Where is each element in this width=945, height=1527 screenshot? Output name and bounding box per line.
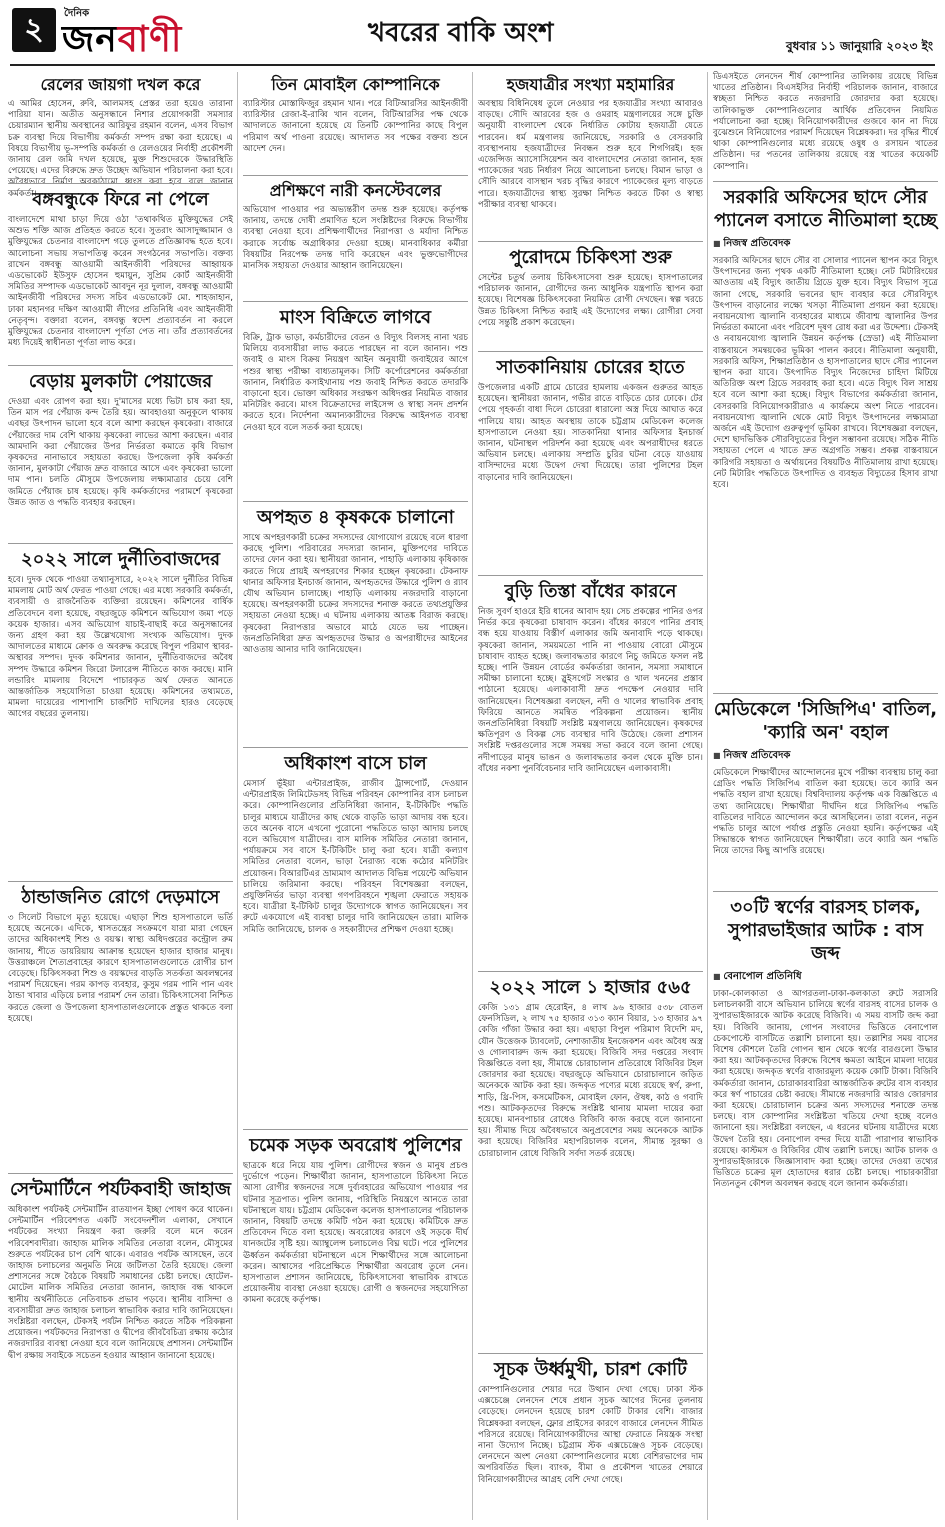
story-divider (8, 365, 233, 366)
story-onion (8, 368, 233, 544)
story-body: অবস্থায় বিধিনিষেধ তুলে নেওয়ার পর হজযাত্রীর সংখ্যা আবারও বাড়ছে। সৌদি আরবের হজ ও ওমরাহ মন্ত্রণালয়ের সঙ্গে চুক্তি অনুযায়ী বাংলাদেশ থেকে নির্ধারিত কোটায় হজযাত্রী যেতে পারবেন। ধর্ম মন্ত্রণালয় জানিয়েছে, সরকারি ও বেসরকারি ব্যবস্থাপনায় হজযাত্রীদের নিবন্ধন শুরু হবে শিগগিরই। হজ এজেন্সিজ অ্যাসোসিয়েশন অব বাংলাদেশের নেতারা জানান, হজ প্যাকেজের খরচ নির্ধারণ নিয়ে আলোচনা চলছে। বিমান ভাড়া ও সৌদি আরবে বাসস্থান খরচ বৃদ্ধির কারণে প্যাকেজের মূল্য বাড়তে পারে। হজযাত্রীদের স্বাস্থ্য সুরক্ষা নিশ্চিত করতে টিকা ও স্বাস্থ্য পরীক্ষার ব্যবস্থা থাকবে। (478, 99, 703, 210)
story-body: বিক্রি, ট্রাক ভাড়া, কর্মচারীদের বেতন ও বিদ্যুৎ বিলসহ নানা খরচ মিলিয়ে ব্যবসায়ীরা লাভ করতে পারছেন না বলে জানান। পশু জবাই ও মাংস বিক্রয় নিয়ন্ত্রণ আইন অনুযায়ী জবাইয়ের আগে পশুর স্বাস্থ্য পরীক্ষা বাধ্যতামূলক। সিটি কর্পোরেশনের কর্মকর্তারা জানান, নির্ধারিত কসাইখানায় পশু জবাই নিশ্চিত করতে তদারকি বাড়ানো হবে। ভোক্তা অধিকার সংরক্ষণ অধিদপ্তর নিয়মিত বাজার মনিটরিং করবে। মাংস বিক্রেতাদের লাইসেন্স ও স্বাস্থ্য সনদ প্রদর্শন করতে হবে। নির্দেশনা অমান্যকারীদের বিরুদ্ধে আইনগত ব্যবস্থা নেওয়া হবে বলে সতর্ক করা হয়েছে। (243, 333, 468, 433)
story-thief (478, 354, 703, 576)
column-1 (8, 72, 233, 1520)
story-solar (713, 184, 938, 694)
story-body: অধিকাংশ পর্যটকই সেন্টমার্টিন রাতযাপন ইচ্ছা পোষণ করে থাকেন। সেন্টমার্টিন পরিবেশগত একটি সংবেদনশীল এলাকা, সেখানে পর্যটকের সংখ্যা নিয়ন্ত্রণ করা জরুরি বলে মনে করেন পরিবেশবাদীরা। জাহাজ মালিক সমিতির নেতারা বলেন, মৌসুমের শুরুতে পর্যটকের চাপ বেশি থাকে। এবারও পর্যটক আসছেন, তবে জাহাজ চলাচলের অনুমতি নিয়ে জটিলতা তৈরি হয়েছে। জেলা প্রশাসনের সঙ্গে বৈঠকে বিষয়টি সমাধানের চেষ্টা চলছে। হোটেল-মোটেল মালিক সমিতির নেতারা জানান, জাহাজ বন্ধ থাকলে স্থানীয় অর্থনীতিতে নেতিবাচক প্রভাব পড়বে। স্থানীয় বাসিন্দা ও ব্যবসায়ীরা দ্রুত জাহাজ চলাচল স্বাভাবিক করার দাবি জানিয়েছেন। সংশ্লিষ্টরা বলছেন, টেকসই পর্যটন নিশ্চিত করতে সঠিক পরিকল্পনা প্রয়োজন। পর্যটকদের নিরাপত্তা ও দ্বীপের জীববৈচিত্র্য রক্ষায় কঠোর নজরদারির ব্যবস্থা নেওয়া হবে বলে জানিয়েছে প্রশাসন। সেন্টমার্টিন দ্বীপ রক্ষায় সবাইকে সচেতন হওয়ার আহ্বান জানানো হয়েছে। (8, 1205, 233, 1361)
story-body: সেন্টের চতুর্থ তলায় চিকিৎসাসেবা শুরু হয়েছে। হাসপাতালের পরিচালক জানান, রোগীদের জন্য আধুনিক যন্ত্রপাতি স্থাপন করা হয়েছে। বিশেষজ্ঞ চিকিৎসকেরা নিয়মিত রোগী দেখছেন। স্বল্প খরচে উন্নত চিকিৎসা নিশ্চিত করাই এই উদ্যোগের লক্ষ্য। রোগীরা সেবা পেয়ে সন্তুষ্টি প্রকাশ করেছেন। (478, 273, 703, 328)
story-body: কেজি ১৩১ গ্রাম হেরোইন, ৪ লাখ ৯৬ হাজার ৫৩৮ বোতল ফেনসিডিল, ২ লাখ ৭৫ হাজার ৩১৩ ক্যান বিয়ার, ১৩ হাজার ৯৭ কেজি গাঁজা উদ্ধার করা হয়। এছাড়া বিপুল পরিমাণ বিদেশি মদ, যৌন উত্তেজক ট্যাবলেট, নেশাজাতীয় ইনজেকশন এবং অবৈধ অস্ত্র ও গোলাবারুদ জব্দ করা হয়েছে। বিজিবি সদর দপ্তরের সংবাদ বিজ্ঞপ্তিতে বলা হয়, সীমান্তে চোরাচালান প্রতিরোধে বিজিবির টহল জোরদার করা হয়েছে। বছরজুড়ে অভিযানে চোরাচালানে জড়িত অনেককে আটক করা হয়। জব্দকৃত পণ্যের মধ্যে রয়েছে স্বর্ণ, রুপা, শাড়ি, থ্রি-পিস, কসমেটিকস, মোবাইল ফোন, ঔষধ, কাঠ ও গবাদি পশু। আটককৃতদের বিরুদ্ধে সংশ্লিষ্ট থানায় মামলা দায়ের করা হয়েছে। মানবপাচার রোধেও বিজিবি কাজ করছে বলে জানানো হয়। সীমান্ত দিয়ে অবৈধভাবে অনুপ্রবেশের সময় অনেককে আটক করা হয়েছে। বিজিবির মহাপরিচালক বলেন, সীমান্ত সুরক্ষা ও চোরাচালান রোধে বিজিবি সর্বদা সতর্ক রয়েছে। (478, 1003, 703, 1159)
story-road-block (243, 1132, 468, 1520)
publication-date: বুধবার ১১ জানুয়ারি ২০২৩ ইং (785, 39, 933, 53)
logo-daily-label: দৈনিক (64, 8, 90, 19)
story-hajj (478, 72, 703, 242)
column-divider (472, 72, 473, 1520)
story-body: ডিএসইতে লেনদেন শীর্ষ কোম্পানির তালিকায় রয়েছে বিভিন্ন খাতের প্রতিষ্ঠান। বিএসইসির নির্বাহী পরিচালক জানান, বাজারে স্বচ্ছতা নিশ্চিত করতে নজরদারি জোরদার করা হয়েছে। তালিকাভুক্ত কোম্পানিগুলোর আর্থিক প্রতিবেদন নিয়মিত পর্যালোচনা করা হচ্ছে। বিনিয়োগকারীদের গুজবে কান না দিয়ে বুঝেশুনে বিনিয়োগের পরামর্শ দিয়েছেন বিশ্লেষকরা। দর বৃদ্ধির শীর্ষে থাকা কোম্পানিগুলোর মধ্যে রয়েছে ওষুধ ও রসায়ন খাতের প্রতিষ্ঠান। দর পতনের তালিকায় রয়েছে বস্ত্র খাতের কয়েকটি কোম্পানি। (713, 72, 938, 172)
section-title: খবরের বাকি অংশ (368, 18, 554, 48)
story-body: সাথে অপহরণকারী চক্রের সদস্যদের যোগাযোগ রয়েছে বলে ধারণা করছে পুলিশ। পরিবারের সদস্যরা জানান, মুক্তিপণের দাবিতে তাদের ফোন করা হয়। স্থানীয়রা জানান, পাহাড়ি এলাকায় কৃষিকাজ করতে গিয়ে প্রায়ই অপহরণের শিকার হচ্ছেন কৃষকেরা। টেকনাফ থানার অফিসার ইনচার্জ জানান, অপহৃতদের উদ্ধারে পুলিশ ও র‍্যাব যৌথ অভিযান চালাচ্ছে। পাহাড়ি এলাকায় নজরদারি বাড়ানো হয়েছে। অপহরণকারী চক্রের সদস্যদের শনাক্ত করতে তথ্যপ্রযুক্তির সহায়তা নেওয়া হচ্ছে। এ ঘটনায় এলাকায় আতঙ্ক বিরাজ করছে। কৃষকেরা নিরাপত্তার অভাবে মাঠে যেতে ভয় পাচ্ছেন। জনপ্রতিনিধিরা দ্রুত অপহৃতদের উদ্ধার ও অপরাধীদের আইনের আওতায় আনার দাবি জানিয়েছেন। (243, 533, 468, 656)
story-body: দেওয়া এবং রোপণ করা হয়। দু'মাসের মধ্যে ভিটা চাষ করা হয়, তিন মাস পর পেঁয়াজ কন্দ তৈরি হয়। আবহাওয়া অনুকূলে থাকায় এবছর উৎপাদন ভালো হবে বলে আশা করছেন কৃষকেরা। বাজারে পেঁয়াজের দাম বেশি থাকায় কৃষকেরা লাভের আশা করছেন। এবার আমদানি করা পেঁয়াজের উপর নির্ভরতা কমাতে কৃষি বিভাগ কৃষকদের নানাভাবে সহায়তা করছে। উপজেলা কৃষি কর্মকর্তা জানান, মুলকাটা পেঁয়াজ দ্রুত বাজারে আসে এবং কৃষকেরা ভালো দাম পান। চলতি মৌসুমে উপজেলায় লক্ষ্যমাত্রার চেয়ে বেশি জমিতে পেঁয়াজ চাষ হয়েছে। কৃষি কর্মকর্তাদের পরামর্শে কৃষকেরা উন্নত জাত ও পদ্ধতি ব্যবহার করছেন। (8, 397, 233, 508)
headline: সাতকানিয়ায় চোরের হাতে (496, 357, 685, 378)
byline: ■ নিজস্ব প্রতিবেদক (713, 748, 938, 765)
headline: সেন্টমার্টিনে পর্যটকবাহী জাহাজ (10, 1179, 231, 1200)
story-divider (478, 1353, 703, 1354)
story-body: অভিযোগ পাওয়ার পর অভ্যন্তরীণ তদন্ত শুরু হয়েছে। কর্তৃপক্ষ জানায়, তদন্তে দোষী প্রমাণিত হলে সংশ্লিষ্টদের বিরুদ্ধে বিভাগীয় ব্যবস্থা নেওয়া হবে। প্রশিক্ষণার্থীদের নিরাপত্তা ও মর্যাদা নিশ্চিত করাকে সর্বোচ্চ অগ্রাধিকার দেওয়া হচ্ছে। মানবাধিকার কর্মীরা বিষয়টির নিরপেক্ষ তদন্ত দাবি করেছেন এবং ভুক্তভোগীদের মানসিক সহায়তা দেওয়ার আহ্বান জানিয়েছেন। (243, 205, 468, 272)
story-body: ছাত্রকে ধরে নিয়ে যায় পুলিশ। রোগীদের স্বজন ও মানুষ প্রচণ্ড দুর্ভোগে পড়েন। শিক্ষার্থীরা জানান, হাসপাতালে চিকিৎসা নিতে আসা রোগীর স্বজনদের সঙ্গে দুর্ব্যবহারের অভিযোগ পাওয়ার পর ঘটনার সূত্রপাত। পুলিশ জানায়, পরিস্থিতি নিয়ন্ত্রণে আনতে তারা ঘটনাস্থলে যায়। চট্টগ্রাম মেডিকেল কলেজ হাসপাতালের পরিচালক জানান, বিষয়টি তদন্তে কমিটি গঠন করা হয়েছে। কমিটিকে দ্রুত প্রতিবেদন দিতে বলা হয়েছে। অবরোধের কারণে ওই সড়কে দীর্ঘ যানজটের সৃষ্টি হয়। অ্যাম্বুলেন্স চলাচলেও বিঘ্ন ঘটে। পরে পুলিশের ঊর্ধ্বতন কর্মকর্তারা ঘটনাস্থলে এসে শিক্ষার্থীদের সঙ্গে আলোচনা করেন। আশ্বাসের পরিপ্রেক্ষিতে শিক্ষার্থীরা অবরোধ তুলে নেন। হাসপাতাল প্রশাসন জানিয়েছে, চিকিৎসাসেবা স্বাভাবিক রাখতে প্রয়োজনীয় ব্যবস্থা নেওয়া হয়েছে। রোগী ও স্বজনদের সহযোগিতা কামনা করেছে কর্তৃপক্ষ। (243, 1161, 468, 1306)
story-body: নিজ সুবর্ণ হাওরে ইরি ধানের আবাদ হয়। সেচ প্রকল্পের পানির ওপর নির্ভর করে কৃষকেরা চাষাবাদ করেন। বাঁধের কারণে পানির প্রবাহ বন্ধ হয়ে যাওয়ায় বিস্তীর্ণ এলাকার জমি অনাবাদি পড়ে থাকছে। কৃষকেরা জানান, সময়মতো পানি না পাওয়ায় বোরো মৌসুমে চাষাবাদ ব্যাহত হচ্ছে। জলাবদ্ধতার কারণে নিচু জমিতে ফসল নষ্ট হচ্ছে। পানি উন্নয়ন বোর্ডের কর্মকর্তারা জানান, সমস্যা সমাধানে সমীক্ষা চালানো হচ্ছে। স্লুইসগেট সংস্কার ও খাল খননের প্রস্তাব পাঠানো হয়েছে। এলাকাবাসী দ্রুত পদক্ষেপ নেওয়ার দাবি জানিয়েছেন। বিশেষজ্ঞরা বলছেন, নদী ও খালের স্বাভাবিক প্রবাহ ফিরিয়ে আনতে সমন্বিত পরিকল্পনা প্রয়োজন। স্থানীয় জনপ্রতিনিধিরা বিষয়টি সংশ্লিষ্ট মন্ত্রণালয়ে জানিয়েছেন। কৃষকদের ক্ষতিপূরণ ও বিকল্প সেচ ব্যবস্থার দাবি উঠেছে। জেলা প্রশাসন সংশ্লিষ্ট দপ্তরগুলোর সঙ্গে সমন্বয় সভা করবে বলে জানা গেছে। নদীপাড়ের মানুষ ভাঙন ও জলাবদ্ধতার কবল থেকে মুক্তি চান। বাঁধের নকশা পুনর্বিবেচনার দাবি জানিয়েছেন এলাকাবাসী। (478, 607, 703, 774)
byline: ■ বেনাপোল প্রতিনিধি (713, 969, 938, 986)
headline: সূচক উর্ধ্বমুখী, চারশ কোটি (494, 1359, 687, 1380)
story-body: সরকারি অফিসের ছাদে সৌর বা সোলার প্যানেল স্থাপন করে বিদ্যুৎ উৎপাদনের জন্য পৃথক একটি নীতিমালা হচ্ছে। নেট মিটারিংয়ের আওতায় এই বিদ্যুৎ জাতীয় গ্রিডে যুক্ত হবে। বিদ্যুৎ বিভাগ সূত্রে জানা গেছে, সরকারি ভবনের ছাদ ব্যবহার করে সৌরবিদ্যুৎ উৎপাদন বাড়ানোর লক্ষ্যে খসড়া নীতিমালা প্রণয়ন করা হয়েছে। নবায়নযোগ্য জ্বালানি ব্যবহারের মাধ্যমে জীবাশ্ম জ্বালানির উপর নির্ভরতা কমানো এবং পরিবেশ দূষণ রোধ করা এর উদ্দেশ্য। টেকসই ও নবায়নযোগ্য জ্বালানি উন্নয়ন কর্তৃপক্ষ (স্রেডা) এই নীতিমালা বাস্তবায়নে সমন্বয়কের ভূমিকা পালন করবে। নীতিমালা অনুযায়ী, সরকারি অফিস, শিক্ষাপ্রতিষ্ঠান ও হাসপাতালের ছাদে সৌর প্যানেল স্থাপন করা যাবে। উৎপাদিত বিদ্যুৎ নিজেদের চাহিদা মিটিয়ে অতিরিক্ত অংশ গ্রিডে সরবরাহ করা হবে। এতে বিদ্যুৎ বিল সাশ্রয় হবে বলে আশা করা হচ্ছে। বিদ্যুৎ বিভাগের কর্মকর্তারা জানান, বেসরকারি বিনিয়োগকারীরাও এ কার্যক্রমে অংশ নিতে পারবেন। নবায়নযোগ্য জ্বালানি থেকে মোট বিদ্যুৎ উৎপাদনের লক্ষ্যমাত্রা অর্জনে এই উদ্যোগ গুরুত্বপূর্ণ ভূমিকা রাখবে। বিশেষজ্ঞরা বলছেন, দেশে ছাদভিত্তিক সৌরবিদ্যুতের বিপুল সম্ভাবনা রয়েছে। সঠিক নীতি সহায়তা পেলে এ খাতে দ্রুত অগ্রগতি সম্ভব। প্রকল্প বাস্তবায়নে কারিগরি সহায়তা ও অর্থায়নের বিষয়টিও নীতিমালায় রাখা হয়েছে। নেট মিটারিং পদ্ধতিতে উৎপাদিত ও ব্যবহৃত বিদ্যুতের হিসাব রাখা হবে। (713, 256, 938, 491)
headline: রেলের জায়গা দখল করে (40, 75, 201, 94)
headline: তিন মোবাইল কোম্পানিকে (271, 75, 440, 94)
story-body: ৩ সিলেট বিভাগে মৃত্যু হয়েছে। এছাড়া শিশু হাসপাতালে ভর্তি হয়েছে অনেকে। এদিকে, শ্বাসতন্ত্রের সংক্রমণে যারা মারা গেছেন তাদের অধিকাংশই শিশু ও বয়স্ক। স্বাস্থ্য অধিদপ্তরের কন্ট্রোল রুম জানায়, শীতে ডায়রিয়ায় আক্রান্ত হয়েছেন হাজার হাজার মানুষ। উত্তরাঞ্চলে শৈত্যপ্রবাহের কারণে হাসপাতালগুলোতে রোগীর চাপ বেড়েছে। চিকিৎসকরা শিশু ও বয়স্কদের বাড়তি সতর্কতা অবলম্বনের পরামর্শ দিয়েছেন। গরম কাপড় ব্যবহার, কুসুম গরম পানি পান এবং ঠান্ডা খাবার এড়িয়ে চলার পরামর্শ দেন তারা। চিকিৎসাসেবা নিশ্চিত করতে জেলা ও উপজেলা হাসপাতালগুলোকে প্রস্তুত থাকতে বলা হয়েছে। (8, 913, 233, 1024)
story-2022 (478, 974, 703, 1354)
headline: ঠান্ডাজনিত রোগে দেড়মাসে (21, 887, 220, 908)
story-treatment (478, 244, 703, 352)
story-divider (243, 301, 468, 302)
logo-name-part-a: জন (62, 19, 118, 60)
page-number: ২ (12, 8, 56, 52)
headline: হজযাত্রীর সংখ্যা মহামারির (506, 75, 675, 94)
story-body: এ আমির হোসেন, রুবি, আলমসহ প্রেস্তর তরা হয়েও তারানা পারিয়া যান। অতীত অনুসন্ধানে নিশার প্রয়োগকারী সমস্যার চেয়ারম্যান স্থানীয় অবস্থানের আরিফুর রহমান বলেন, এসব বিভাগ চক্র ব্যবস্থা দিয়ে বিভাগীয় কর্মকর্তা সম্পদ রক্ষা করা হয়েছে। এ বিষয়ে বিভাগীয় ভূ-সম্পত্তি কর্মকর্তা ও রেলওয়ের নির্বাহী প্রকৌশলী জানায় রেল জমি দখল হয়েছে, মুক্ত শিশুদেরকে উদ্ধারস্থিতি পেয়েছে। এদের বিরুদ্ধে দ্রুত উচ্ছেদ অভিযান পরিচালনা করা হবে। কর্মকর্তা। (8, 99, 233, 199)
story-body: কোম্পানিগুলোর শেয়ার দরে উত্থান দেখা গেছে। ঢাকা স্টক এক্সচেঞ্জে লেনদেন শেষে প্রধান সূচক আগের দিনের তুলনায় বেড়েছে। লেনদেন হয়েছে চারশ কোটি টাকার বেশি। বাজার বিশ্লেষকরা বলছেন, ফ্লোর প্রাইসের কারণে বাজারে লেনদেন সীমিত পরিসরে রয়েছে। বিনিয়োগকারীদের আস্থা ফেরাতে নিয়ন্ত্রক সংস্থা নানা উদ্যোগ নিচ্ছে। চট্টগ্রাম স্টক এক্সচেঞ্জেও সূচক বেড়েছে। লেনদেনে অংশ নেওয়া কোম্পানিগুলোর মধ্যে বেশিরভাগের দাম অপরিবর্তিত ছিল। ব্যাংক, বীমা ও প্রকৌশল খাতের শেয়ারে বিনিয়োগকারীদের আগ্রহ বেশি দেখা গেছে। (478, 1385, 703, 1485)
story-divider (478, 351, 703, 352)
story-saintmartin (8, 1176, 233, 1520)
story-gold-smuggling (713, 894, 938, 1520)
headline: সরকারি অফিসের ছাদে সৌর প্যানেল বসাতে নীতিমালা হচ্ছে (714, 187, 937, 231)
story-body: মেডিকেলে শিক্ষার্থীদের আন্দোলনের মুখে পরীক্ষা ব্যবস্থায় চালু করা গ্রেডিং পদ্ধতি সিজিপিএ বাতিল করা হয়েছে। তবে ক্যারি অন পদ্ধতি বহাল রাখা হয়েছে। বিশ্ববিদ্যালয় কর্তৃপক্ষ এক বিজ্ঞপ্তিতে এ তথ্য জানিয়েছে। শিক্ষার্থীরা দীর্ঘদিন ধরে সিজিপিএ পদ্ধতি বাতিলের দাবিতে আন্দোলন করে আসছিলেন। তারা বলেন, নতুন পদ্ধতি চালুর আগে পর্যাপ্ত প্রস্তুতি নেওয়া হয়নি। কর্তৃপক্ষের এই সিদ্ধান্তকে স্বাগত জানিয়েছেন শিক্ষার্থীরা। তবে ক্যারি অন পদ্ধতি নিয়ে তাদের কিছু আপত্তি রয়েছে। (713, 768, 938, 857)
headline: ৩০টি স্বর্ণের বারসহ চালক, সুপারভাইজার আটক : বাস জব্দ (728, 897, 923, 964)
headline: বেড়ায় মুলকাটা পেয়াজের (28, 371, 213, 392)
story-farmers (243, 504, 468, 748)
headline: প্রশিক্ষণে নারী কনস্টেবলের (269, 181, 442, 200)
story-divider (713, 181, 938, 182)
masthead-divider (10, 64, 935, 66)
story-corruption (8, 546, 233, 882)
story-body: ব্যারিস্টার মোস্তাফিজুর রহমান খান। পরে বিটিআরসির আইনজীবী ব্যারিস্টার রেজা-ই-রাব্বি খান বলেন, বিটিআরসির পক্ষ থেকে আদালতে জানানো হয়েছে যে তিনটি কোম্পানির কাছে বিপুল পরিমাণ অর্থ পাওনা রয়েছে। আদালত সব পক্ষের বক্তব্য শুনে আদেশ দেন। (243, 99, 468, 154)
story-divider (478, 241, 703, 242)
headline: বুড়ি তিস্তা বাঁধের কারনে (504, 581, 677, 602)
story-body: ঢাকা-কোলকাতা ও আগরতলা-ঢাকা-কলকাতা রুটে সরাসরি চলাচলকারী বাসে অভিযান চালিয়ে স্বর্ণের বারসহ বাসের চালক ও সুপারভাইজারকে আটক করেছে বিজিবি। এ সময় বাসটি জব্দ করা হয়। বিজিবি জানায়, গোপন সংবাদের ভিত্তিতে বেনাপোল চেকপোস্টে বাসটিতে তল্লাশি চালানো হয়। তল্লাশির সময় বাসের বিশেষ কৌশলে তৈরি গোপন স্থান থেকে স্বর্ণের বারগুলো উদ্ধার করা হয়। আটককৃতদের বিরুদ্ধে বিশেষ ক্ষমতা আইনে মামলা দায়ের করা হয়েছে। জব্দকৃত স্বর্ণের বাজারমূল্য কয়েক কোটি টাকা। বিজিবি কর্মকর্তারা জানান, চোরাকারবারিরা আন্তর্জাতিক রুটের বাস ব্যবহার করে স্বর্ণ পাচারের চেষ্টা করছে। সীমান্তে নজরদারি আরও জোরদার করা হয়েছে। চোরাচালান চক্রের অন্য সদস্যদের শনাক্তে তদন্ত চলছে। বাস কোম্পানির সংশ্লিষ্টতা খতিয়ে দেখা হচ্ছে বলেও জানানো হয়। সংশ্লিষ্টরা বলছেন, এ ধরনের ঘটনায় যাত্রীদের মধ্যে উদ্বেগ তৈরি হয়। বেনাপোল বন্দর দিয়ে যাত্রী পারাপার স্বাভাবিক রয়েছে। কাস্টমস ও বিজিবির যৌথ তল্লাশি চলছে। আটক চালক ও সুপারভাইজারকে জিজ্ঞাসাবাদ করা হচ্ছে। তাদের দেওয়া তথ্যের ভিত্তিতে চক্রের মূল হোতাদের ধরার চেষ্টা চলছে। পাচারকারীরা নিত্যনতুন কৌশল অবলম্বন করছে বলে জানান কর্মকর্তারা। (713, 989, 939, 1190)
story-body: বাংলাদেশে মাথা চাড়া দিয়ে ওঠা 'তথাকথিত মুক্তিযুদ্ধের সেই অশুভ শক্তি আজ প্রতিহত করতে হবে। সুতরাং আসাদুজ্জামান ও মুক্তিযুদ্ধের চেতনার বাংলাদেশ গড়ে তুলতে প্রতিজ্ঞাবদ্ধ হতে হবে। আলোচনা সভায় সভাপতিত্ব করেন সংগঠনের সভাপতি। বক্তব্য রাখেন বঙ্গবন্ধু আওয়ামী আইনজীবী পরিষদের আহ্বায়ক এডভোকেট ইউসুফ হোসেন হুমায়ুন, সুপ্রিম কোর্ট আইনজীবী সমিতির সম্পাদক এডভোকেট আবদুন নূর দুলাল, বঙ্গবন্ধু আওয়ামী আইনজীবী পরিষদের সদস্য সচিব এডভোকেট মো. শাহজাহান, ঢাকা মহানগর দক্ষিণ আওয়ামী লীগের প্রতিনিধি এবং আইনজীবী নেতৃবৃন্দ। বক্তারা বলেন, বঙ্গবন্ধু স্বদেশ প্রত্যাবর্তন না করলে মুক্তিযুদ্ধের চেতনার বাংলাদেশ পূর্ণতা পেত না। তাঁর প্রত্যাবর্তনের মধ্য দিয়েই স্বাধীনতা পূর্ণতা লাভ করে। (8, 215, 233, 349)
story-bangabandhu (8, 186, 233, 366)
column-3 (478, 72, 703, 1520)
story-divider (713, 891, 938, 892)
story-cold (8, 884, 233, 1174)
column-divider (707, 72, 708, 1520)
story-market-continued (713, 72, 938, 182)
story-teesta (478, 578, 703, 972)
story-divider (478, 971, 703, 972)
story-body: মেসার্স ভূঁইয়া এন্টারপ্রাইজ, রাজীব ট্রান্সপোর্ট, দেওয়ান এন্টারপ্রাইজ লিমিটেডসহ বিভিন্ন পরিবহন কোম্পানির বাস চলাচল করে। কোম্পানিগুলোর প্রতিনিধিরা জানান, ই-টিকিটিং পদ্ধতি চালুর মাধ্যমে যাত্রীদের কাছ থেকে বাড়তি ভাড়া আদায় বন্ধ হবে। তবে অনেক বাসে এখনো পুরোনো পদ্ধতিতে ভাড়া আদায় চলছে বলে অভিযোগ যাত্রীদের। বাস মালিক সমিতির নেতারা জানান, পর্যায়ক্রমে সব বাসে ই-টিকিটিং চালু করা হবে। যাত্রী কল্যাণ সমিতির নেতারা বলেন, ভাড়া নৈরাজ্য বন্ধে কঠোর মনিটরিং প্রয়োজন। বিআরটিএর ভ্রাম্যমাণ আদালত বিভিন্ন পয়েন্টে অভিযান চালিয়ে জরিমানা করছে। পরিবহন বিশেষজ্ঞরা বলছেন, প্রযুক্তিনির্ভর ভাড়া ব্যবস্থা গণপরিবহনে শৃঙ্খলা ফেরাতে সহায়ক হবে। যাত্রীরা ই-টিকিট চালুর উদ্যোগকে স্বাগত জানিয়েছেন। সব রুটে একযোগে এই ব্যবস্থা চালুর দাবি জানিয়েছেন তারা। মালিক সমিতি জানিয়েছে, চালক ও সহকারীদের প্রশিক্ষণ দেওয়া হচ্ছে। (243, 779, 468, 935)
story-divider (243, 501, 468, 502)
headline: পুরোদমে চিকিৎসা শুরু (509, 247, 672, 268)
story-meat (243, 304, 468, 502)
column-divider (237, 72, 238, 1520)
story-body: উপজেলার একটি গ্রামে চোরের হামলায় একজন গুরুতর আহত হয়েছেন। স্থানীয়রা জানান, গভীর রাতে বাড়িতে চোর ঢোকে। টের পেয়ে গৃহকর্তা বাধা দিলে চোরেরা ধারালো অস্ত্র দিয়ে আঘাত করে পালিয়ে যায়। আহত অবস্থায় তাকে চট্টগ্রাম মেডিকেল কলেজ হাসপাতালে নেওয়া হয়। সাতকানিয়া থানার অফিসার ইনচার্জ জানান, ঘটনাস্থল পরিদর্শন করা হয়েছে এবং অপরাধীদের ধরতে অভিযান চলছে। এলাকায় সম্প্রতি চুরির ঘটনা বেড়ে যাওয়ায় বাসিন্দাদের মধ্যে উদ্বেগ দেখা দিয়েছে। তারা পুলিশের টহল বাড়ানোর দাবি জানিয়েছেন। (478, 383, 703, 483)
story-body: হবে। দুদক থেকে পাওয়া তথ্যানুসারে, ২০২২ সালে দুর্নীতির বিভিন্ন মামলায় মোট অর্থ ফেরত পাওয়া গেছে। এর মধ্যে সরকারি কর্মকর্তা, ব্যবসায়ী ও রাজনৈতিক ব্যক্তিরা রয়েছেন। কমিশনের বার্ষিক প্রতিবেদনে বলা হয়েছে, বছরজুড়ে কমিশনে অভিযোগ জমা পড়ে কয়েক হাজার। এসব অভিযোগ যাচাই-বাছাই করে অনুসন্ধানের জন্য গ্রহণ করা হয় উল্লেখযোগ্য সংখ্যক অভিযোগ। দুদক আদালতের মাধ্যমে ক্রোক ও অবরুদ্ধ করেছে বিপুল পরিমাণ স্থাবর-অস্থাবর সম্পদ। দুদক কমিশনার জানান, দুর্নীতিবাজদের অবৈধ সম্পদ উদ্ধারে কমিশন জিরো টলারেন্স নীতিতে কাজ করছে। মানি লন্ডারিং মামলায় বিদেশে পাচারকৃত অর্থ ফেরত আনতে আন্তর্জাতিক সহযোগিতা চাওয়া হয়েছে। কমিশনের তথ্যমতে, মামলা দায়েরের পাশাপাশি চার্জশিট দাখিলের হারও বেড়েছে আগের বছরের তুলনায়। (8, 575, 233, 720)
headline: ২০২২ সালে দুর্নীতিবাজদের (20, 549, 221, 570)
story-medical (713, 696, 938, 892)
story-divider (8, 543, 233, 544)
logo-name (62, 12, 182, 72)
story-bus (243, 750, 468, 1130)
logo-name-part-b: বাণী (117, 19, 183, 60)
headline: বঙ্গবন্ধুকে ফিরে না পেলে (32, 189, 209, 210)
story-police-women (243, 178, 468, 302)
story-divider (8, 881, 233, 882)
headline: অধিকাংশ বাসে চাল (284, 753, 427, 774)
headline: অপহৃত ৪ কৃষককে চালানো (257, 507, 454, 528)
column-2 (243, 72, 468, 1520)
headline: মেডিকেলে 'সিজিপিএ' বাতিল, 'ক্যারি অন' বহাল (713, 699, 938, 743)
story-rail (8, 72, 233, 199)
column-4 (713, 72, 938, 1520)
byline: ■ নিজস্ব প্রতিবেদক (713, 236, 938, 253)
story-divider (478, 575, 703, 576)
story-charash (478, 1356, 703, 1520)
story-divider (713, 693, 938, 694)
story-divider (8, 1173, 233, 1174)
story-mobile (243, 72, 468, 176)
headline: মাংস বিক্রিতে লাগবে (279, 307, 432, 328)
headline: ২০২২ সালে ১ হাজার ৫৬৫ (489, 977, 692, 998)
headline: চমেক সড়ক অবরোধ পুলিশের (249, 1135, 462, 1156)
story-divider (243, 1129, 468, 1130)
story-divider (8, 183, 233, 184)
story-divider (243, 175, 468, 176)
story-divider (243, 747, 468, 748)
masthead (0, 0, 945, 66)
